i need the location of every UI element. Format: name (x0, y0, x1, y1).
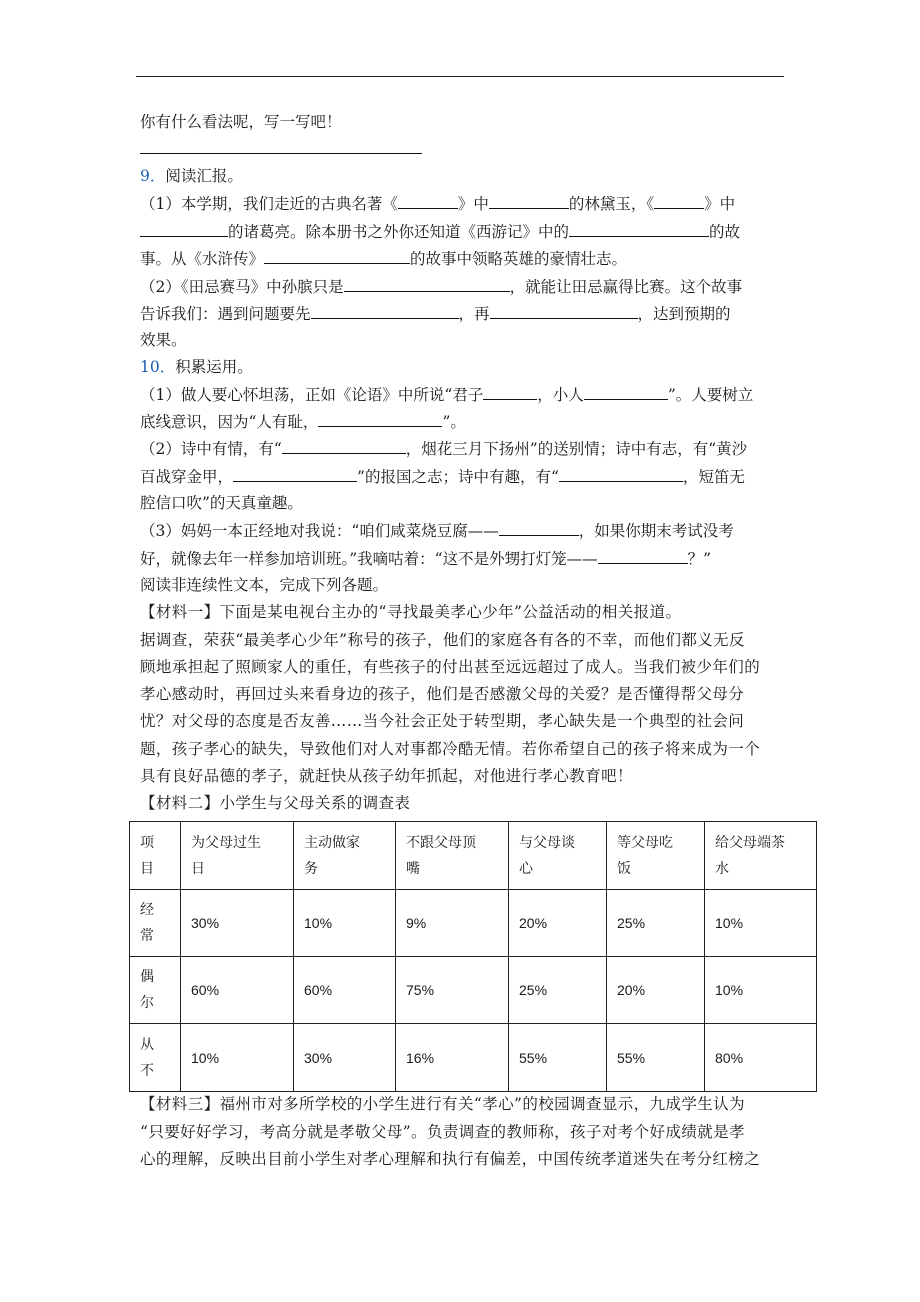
text: 福州市对多所学校的小学生进行有关“孝心”的校园调查显示，九成学生认为 (219, 1095, 745, 1113)
text: 的诸葛亮。除本册书之外你还知道《西游记》中的 (228, 223, 570, 241)
blank[interactable] (318, 411, 442, 427)
text: 事。从《水浒传》 (140, 250, 265, 268)
blank[interactable] (311, 303, 459, 319)
q10-line-7 (140, 548, 780, 569)
text: 》中 (704, 195, 736, 213)
text: 水 (715, 860, 729, 877)
q10-line-5: 腔信口吹”的天真童趣。 (140, 494, 303, 512)
blank[interactable] (598, 548, 688, 564)
text: 好，就像去年一样参加培训班。”我嘀咕着：“这不是外甥打灯笼—— (140, 550, 598, 568)
reading-instruction: 阅读非连续性文本，完成下列各题。 (140, 576, 389, 594)
blank[interactable] (559, 466, 683, 482)
q10-line-2 (140, 411, 780, 432)
table-header-cell (294, 822, 396, 890)
text: （1）做人要心怀坦荡，正如《论语》中所说“君子 (140, 386, 484, 404)
blank[interactable] (140, 221, 228, 237)
q10-line-4 (140, 466, 780, 487)
table-row (130, 957, 817, 1024)
blank[interactable] (490, 303, 638, 319)
blank[interactable] (344, 276, 510, 292)
table-cell: 75% (396, 957, 509, 1024)
material-2-heading (140, 793, 780, 813)
text: 告诉我们：遇到问题要先 (140, 305, 311, 323)
material-3-label: 【材料三】 (140, 1095, 220, 1113)
material-1-heading (140, 602, 780, 622)
intro-line: 你有什么看法呢，写一写吧！ (140, 113, 342, 131)
table-cell: 30% (294, 1024, 396, 1092)
blank[interactable] (584, 384, 668, 400)
table-cell: 20% (509, 890, 607, 957)
table-row (130, 1024, 817, 1092)
text: ，如果你期末考试没考 (578, 522, 734, 540)
table-header-row (130, 822, 817, 890)
q9-number: 9． (140, 167, 166, 185)
material-1-intro: 下面是某电视台主办的“寻找最美孝心少年”公益活动的相关报道。 (219, 603, 682, 621)
text: ，达到预期的 (637, 305, 731, 323)
blank[interactable] (654, 193, 704, 209)
material-1-line: 顾地承担起了照顾家人的重任，有些孩子的付出甚至远远超过了成人。当我们被少年们的 (140, 658, 761, 676)
text: 为父母过生 (191, 834, 261, 851)
text: 的故事中领略英雄的豪情壮志。 (410, 250, 628, 268)
table-cell: 10% (294, 890, 396, 957)
text: 偶 (140, 969, 154, 985)
text: ，再 (458, 305, 490, 323)
blank[interactable] (282, 438, 406, 454)
q9-line-6: 效果。 (140, 331, 187, 349)
table-cell: 30% (181, 890, 294, 957)
blank[interactable] (499, 520, 579, 536)
q10-line-6 (140, 520, 780, 541)
text: 主动做家 (304, 834, 360, 851)
table-cell: 60% (181, 957, 294, 1024)
text: （3）妈妈一本正经地对我说：“咱们咸菜烧豆腐—— (140, 522, 499, 540)
blank[interactable] (569, 221, 709, 237)
text: 给父母端茶 (715, 834, 785, 851)
material-1-line: 忧？对父母的态度是否友善……当今社会正处于转型期，孝心缺失是一个典型的社会问 (140, 712, 745, 730)
text: ”。人要树立 (667, 386, 754, 404)
text: ，短笛无 (682, 468, 745, 486)
material-2-label: 【材料二】 (140, 794, 220, 812)
table-cell: 16% (396, 1024, 509, 1092)
text: 项 (140, 834, 154, 851)
table-cell: 10% (705, 890, 817, 957)
q9-line-1 (140, 193, 780, 214)
q9-line-4 (140, 276, 780, 297)
table-cell: 9% (396, 890, 509, 957)
q10-line-1 (140, 384, 780, 405)
q10-line-3 (140, 438, 780, 459)
q9-line-3 (140, 248, 780, 269)
table-row-label (130, 957, 181, 1024)
text: ，烟花三月下扬州”的送别情；诗中有志，有“黄沙 (405, 440, 748, 458)
text: 百战穿金甲， (140, 468, 234, 486)
text: （2）诗中有情，有“ (140, 440, 282, 458)
table-cell: 25% (509, 957, 607, 1024)
table-cell: 60% (294, 957, 396, 1024)
material-3-line: “只要好好学习，考高分就是孝敬父母”。负责调查的教师称，孩子对考个好成绩就是孝 (140, 1123, 745, 1141)
text: ”。 (442, 413, 466, 431)
text: 的故 (709, 223, 741, 241)
material-3-line (140, 1094, 780, 1114)
q9-line-5 (140, 303, 780, 324)
q9-title-text: 阅读汇报。 (165, 167, 243, 185)
text: （1）本学期，我们走近的古典名著《 (140, 195, 398, 213)
blank[interactable] (264, 248, 410, 264)
text: 嘴 (406, 860, 420, 877)
header-rule (136, 76, 784, 77)
table-cell: 55% (607, 1024, 705, 1092)
material-1-line: 据调查，荣获“最美孝心少年”称号的孩子，他们的家庭各有各的不幸，而他们都义无反 (140, 631, 745, 649)
text: 与父母谈 (519, 834, 575, 851)
table-cell: 10% (181, 1024, 294, 1092)
text: ”的报国之志；诗中有趣，有“ (357, 468, 559, 486)
table-row-label (130, 1024, 181, 1092)
text: 目 (140, 860, 154, 877)
table-header-cell (607, 822, 705, 890)
survey-table (129, 821, 817, 1092)
text: 等父母吃 (617, 834, 673, 851)
text: 》中 (457, 195, 489, 213)
table-cell: 10% (705, 957, 817, 1024)
table-header-cell (705, 822, 817, 890)
table-cell: 55% (509, 1024, 607, 1092)
text: 的林黛玉，《 (568, 195, 655, 213)
text: 务 (304, 860, 318, 877)
table-header-cell (396, 822, 509, 890)
text: 心 (519, 860, 533, 877)
blank[interactable] (483, 384, 537, 400)
text: 饭 (617, 860, 631, 877)
text: ？” (687, 550, 712, 568)
q10-title-text: 积累运用。 (175, 358, 253, 376)
text: （2）《田忌赛马》中孙膑只是 (140, 278, 344, 296)
table-header-cell (509, 822, 607, 890)
blank[interactable] (233, 466, 357, 482)
text: 日 (191, 860, 205, 877)
table-cell: 80% (705, 1024, 817, 1092)
q9-line-2 (140, 221, 780, 242)
text: 经 (140, 902, 154, 918)
text: 不跟父母顶 (406, 834, 476, 851)
text: 不 (140, 1062, 154, 1079)
material-1-line: 题，孩子孝心的缺失，导致他们对人对事都冷酷无情。若你希望自己的孩子将来成为一个 (140, 740, 761, 758)
text: 尔 (140, 995, 154, 1011)
table-row-label (130, 890, 181, 957)
table-cell: 20% (607, 957, 705, 1024)
text: ，就能让田忌赢得比赛。这个故事 (509, 278, 743, 296)
q9-title (140, 166, 780, 186)
blank[interactable] (489, 193, 569, 209)
material-1-line: 具有良好品德的孝子，就赶快从孩子幼年抓起，对他进行孝心教育吧！ (140, 767, 633, 785)
material-1-line: 孝心感动时，再回过头来看身边的孩子，他们是否感激父母的关爱？是否懂得帮父母分 (140, 685, 745, 703)
q10-number: 10． (140, 358, 176, 376)
material-2-title: 小学生与父母关系的调查表 (219, 794, 411, 812)
text: 底线意识，因为“人有耻， (140, 413, 319, 431)
material-3-line: 心的理解，反映出目前小学生对孝心理解和执行有偏差，中国传统孝道迷失在考分红榜之 (140, 1150, 761, 1168)
text: 常 (140, 928, 154, 944)
table-corner-cell (130, 822, 181, 890)
text: ，小人 (537, 386, 584, 404)
table-header-cell (181, 822, 294, 890)
q10-title (140, 357, 780, 377)
table-cell: 25% (607, 890, 705, 957)
material-1-label: 【材料一】 (140, 603, 220, 621)
blank[interactable] (398, 193, 458, 209)
table-row (130, 890, 817, 957)
answer-blank[interactable] (140, 153, 422, 154)
text: 从 (140, 1036, 154, 1053)
